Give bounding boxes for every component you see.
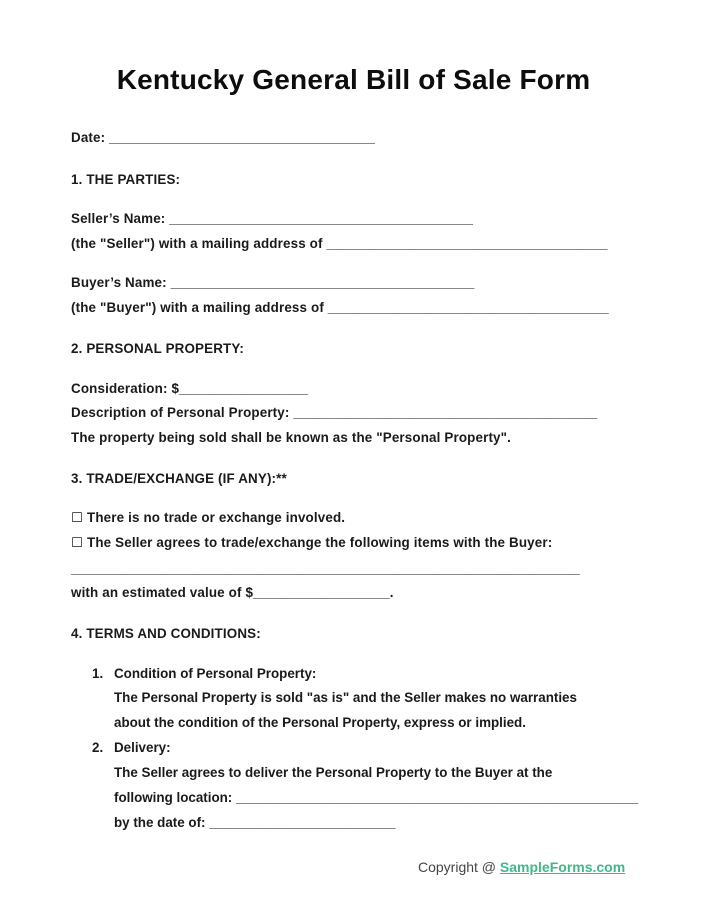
brand-link[interactable]: SampleForms.com: [499, 859, 626, 875]
page-title: Kentucky General Bill of Sale Form: [116, 64, 591, 95]
trade-estimated-value: with an estimated value of $__________________.: [71, 585, 394, 600]
term-text-line: about the condition of the Personal Property, express or implied.: [114, 715, 526, 730]
trade-option-exchange: ☐ The Seller agrees to trade/exchange the following items with the Buyer:: [71, 535, 553, 550]
trade-option-none: ☐ There is no trade or exchange involved.: [71, 510, 346, 525]
property-known-as-text: The property being sold shall be known as the "Personal Property".: [71, 430, 512, 445]
consideration-line: Consideration: $_________________: [71, 381, 309, 396]
copyright-prefix: Copyright @: [418, 859, 500, 875]
term-title: Condition of Personal Property:: [114, 666, 317, 681]
copyright-footer: [418, 859, 625, 875]
term-number: 1.: [92, 666, 104, 681]
section-terms-heading: 4. TERMS AND CONDITIONS:: [71, 626, 261, 641]
section-parties-heading: 1. THE PARTIES:: [71, 172, 181, 187]
trade-items-blank: ___________________________________________________________________: [71, 561, 581, 576]
buyer-address-line: (the "Buyer") with a mailing address of _____________________________________: [71, 300, 609, 315]
term-title: Delivery:: [114, 740, 171, 755]
term-text-line: by the date of: _________________________: [114, 815, 396, 830]
seller-name-line: Seller’s Name: ________________________________________: [71, 211, 474, 226]
seller-address-line: (the "Seller") with a mailing address of _____________________________________: [71, 236, 608, 251]
term-number: 2.: [92, 740, 104, 755]
section-property-heading: 2. PERSONAL PROPERTY:: [71, 341, 245, 356]
term-text-line: The Seller agrees to deliver the Personal Property to the Buyer at the: [114, 765, 553, 780]
term-text-line: The Personal Property is sold "as is" and the Seller makes no warranties: [114, 690, 577, 705]
term-text-line: following location: ______________________________________________________: [114, 790, 639, 805]
property-description-line: Description of Personal Property: ________________________________________: [71, 405, 598, 420]
section-trade-heading: 3. TRADE/EXCHANGE (IF ANY):**: [71, 471, 287, 486]
date-line: Date: ___________________________________: [71, 130, 376, 145]
buyer-name-line: Buyer’s Name: ________________________________________: [71, 275, 475, 290]
